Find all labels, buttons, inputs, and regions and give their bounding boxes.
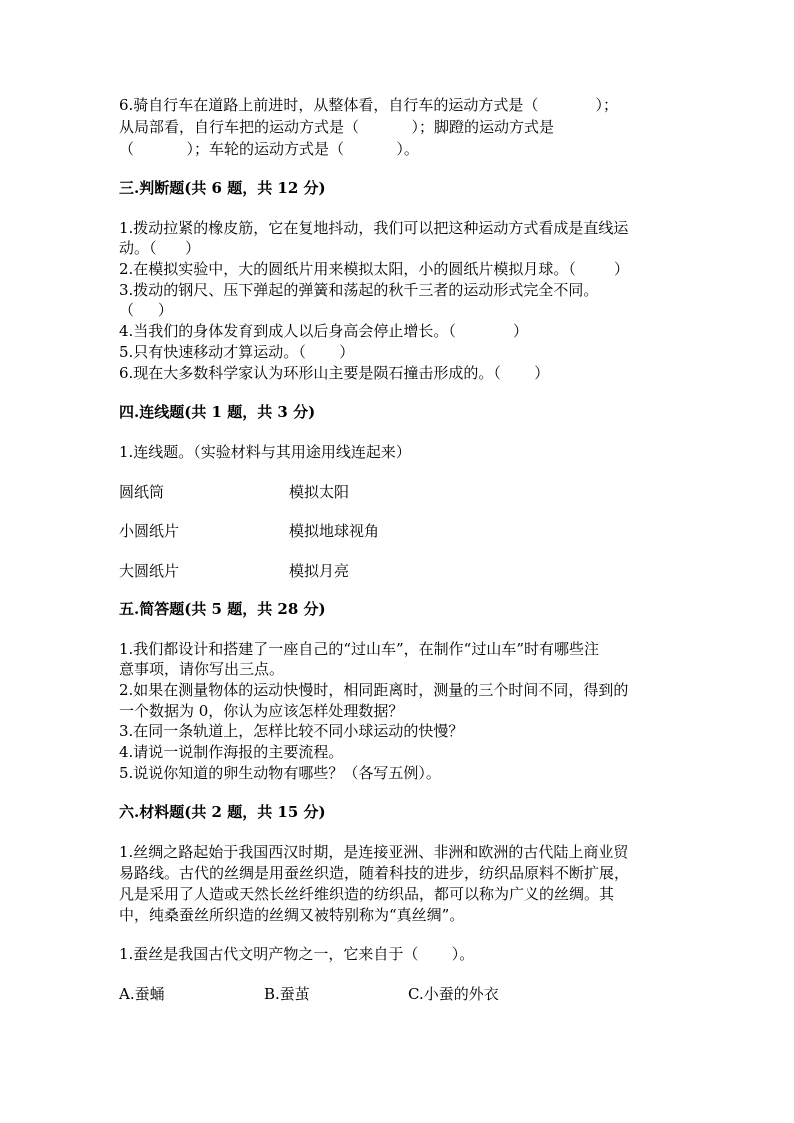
- material-passage-line: 中，纯桑蚕丝所织造的丝绸又被特别称为“真丝绸”。: [119, 906, 465, 924]
- judge-line: 6.现在大多数科学家认为环形山主要是陨石撞击形成的。（ ）: [119, 364, 550, 382]
- q6-line-1: 6.骑自行车在道路上前进时，从整体看，自行车的运动方式是（ ）；: [119, 96, 619, 114]
- match-left-item: 大圆纸片: [119, 562, 180, 580]
- match-left-item: 圆纸筒: [119, 483, 165, 501]
- section-short-title: 五.简答题(共 5 题，共 28 分): [119, 600, 326, 618]
- judge-line: 1.拨动拉紧的橡皮筋，它在复地抖动，我们可以把这种运动方式看成是直线运: [119, 219, 629, 237]
- option-b: B.蚕茧: [264, 985, 310, 1003]
- q6-line-2: 从局部看，自行车把的运动方式是（ ）；脚蹬的运动方式是: [119, 118, 554, 136]
- short-line: 1.我们都设计和搭建了一座自己的“过山车”，在制作“过山车”时有哪些注: [119, 640, 599, 658]
- judge-line: 2.在模拟实验中，大的圆纸片用来模拟太阳，小的圆纸片模拟月球。（ ）: [119, 260, 629, 278]
- short-line: 2.如果在测量物体的运动快慢时，相同距离时，测量的三个时间不同，得到的: [119, 681, 629, 699]
- q6-line-3: （ ）；车轮的运动方式是（ ）。: [119, 140, 419, 158]
- match-right-item: 模拟地球视角: [289, 522, 380, 540]
- judge-line: 5.只有快速移动才算运动。（ ）: [119, 343, 355, 361]
- judge-line: 动。（ ）: [119, 239, 201, 257]
- judge-line: （ ）: [119, 301, 173, 319]
- section-judge-title: 三.判断题(共 6 题，共 12 分): [119, 179, 326, 197]
- material-question: 1.蚕丝是我国古代文明产物之一，它来自于（ ）。: [119, 945, 475, 963]
- match-right-item: 模拟月亮: [289, 562, 350, 580]
- short-line: 一个数据为 0，你认为应该怎样处理数据？: [119, 702, 404, 720]
- material-passage-line: 1.丝绸之路起始于我国西汉时期，是连接亚洲、非洲和欧洲的古代陆上商业贸: [119, 843, 629, 861]
- material-passage-line: 易路线。古代的丝绸是用蚕丝织造，随着科技的进步，纺织品原料不断扩展，: [119, 864, 630, 882]
- option-c: C.小蚕的外衣: [408, 985, 499, 1003]
- short-line: 4.请说一说制作海报的主要流程。: [119, 743, 344, 761]
- material-passage-line: 凡是采用了人造或天然长丝纤维织造的纺织品，都可以称为广义的丝绸。其: [119, 885, 615, 903]
- match-intro: 1.连线题。（实验材料与其用途用线连起来）: [119, 443, 411, 461]
- option-a: A.蚕蛹: [119, 985, 165, 1003]
- section-match-title: 四.连线题(共 1 题，共 3 分): [119, 403, 316, 421]
- section-material-title: 六.材料题(共 2 题，共 15 分): [119, 803, 326, 821]
- short-line: 意事项，请你写出三点。: [119, 660, 285, 678]
- judge-line: 4.当我们的身体发育到成人以后身高会停止增长。（ ）: [119, 322, 529, 340]
- judge-line: 3.拨动的钢尺、压下弹起的弹簧和荡起的秋千三者的运动形式完全不同。: [119, 281, 599, 299]
- match-right-item: 模拟太阳: [289, 483, 350, 501]
- short-line: 3.在同一条轨道上，怎样比较不同小球运动的快慢？: [119, 722, 464, 740]
- short-line: 5.说说你知道的卵生动物有哪些？（各写五例）。: [119, 764, 441, 782]
- match-left-item: 小圆纸片: [119, 522, 180, 540]
